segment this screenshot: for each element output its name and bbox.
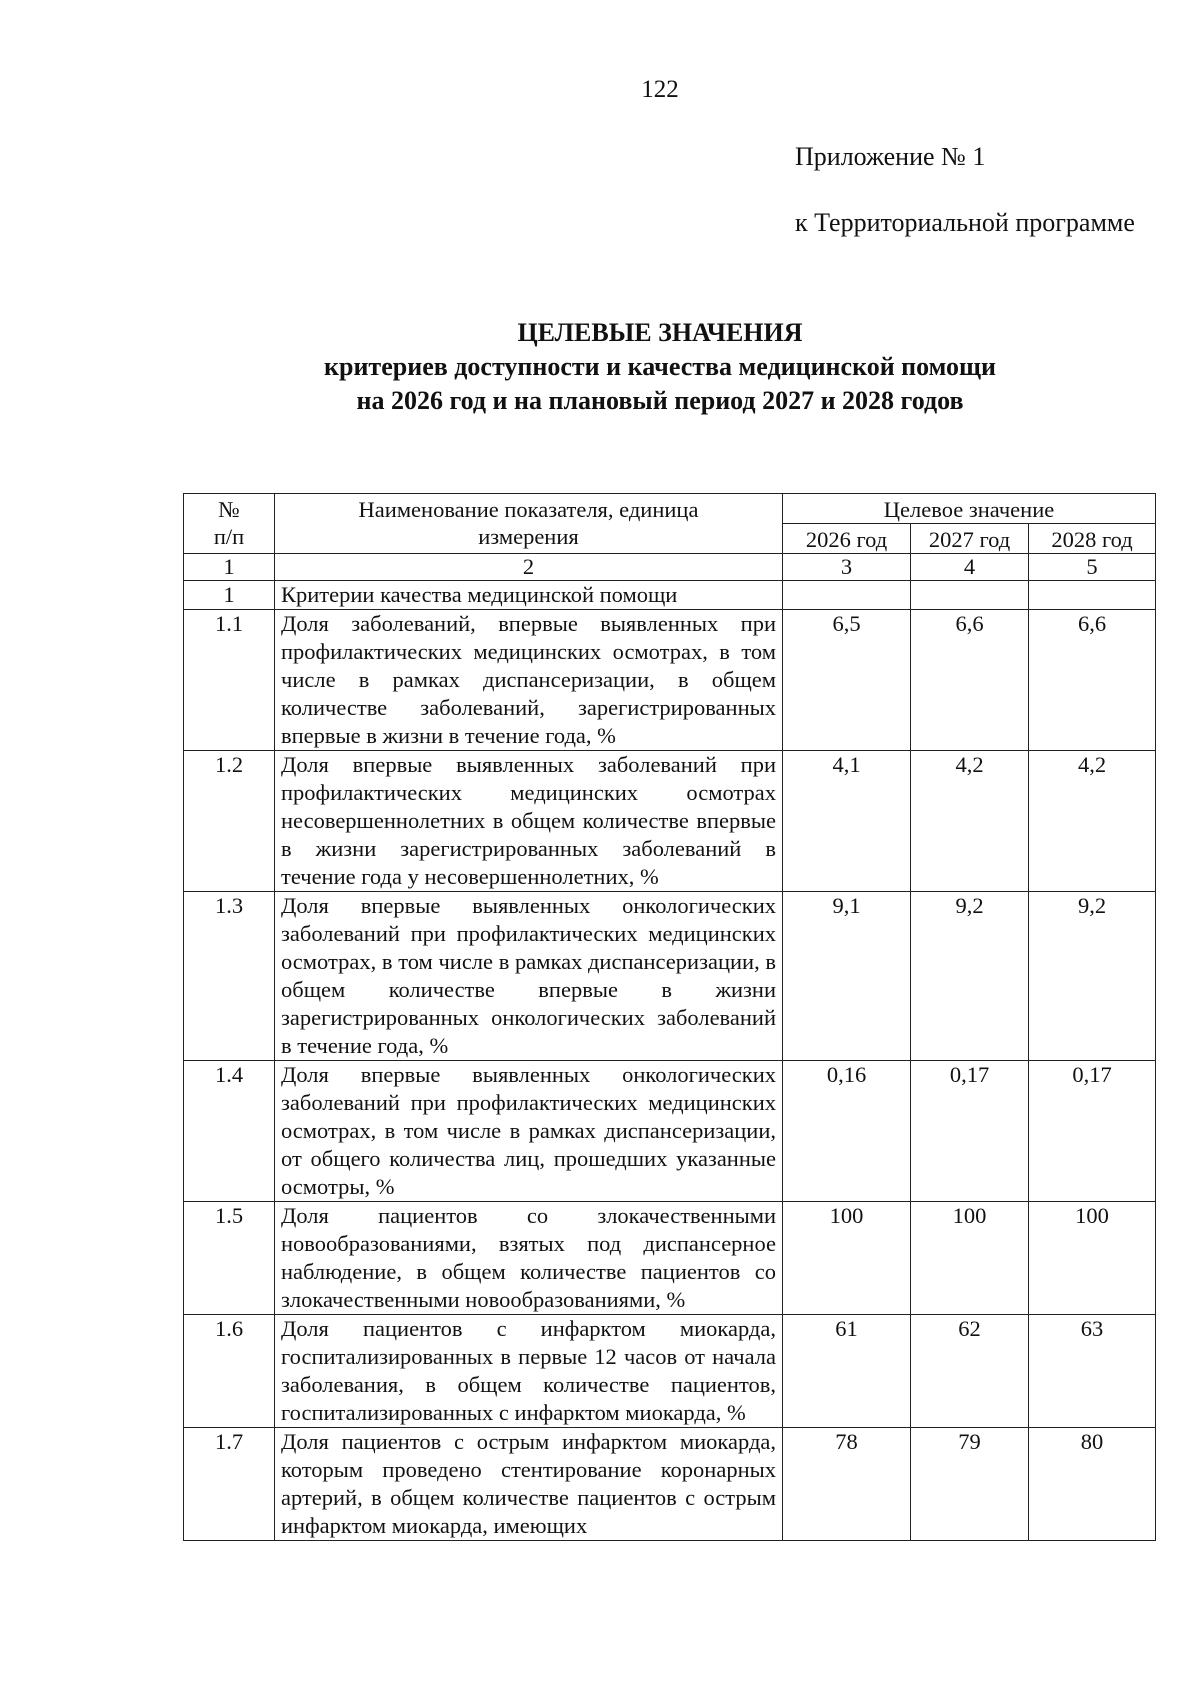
row-value-2026: 61 <box>783 1315 911 1428</box>
row-value-2026: 9,1 <box>783 892 911 1061</box>
row-value-2026: 100 <box>783 1202 911 1315</box>
row-value-2028: 6,6 <box>1029 610 1156 751</box>
table-row <box>184 1428 1156 1541</box>
table-row <box>184 1315 1156 1428</box>
header-name: Наименование показателя, единица измерения <box>275 494 783 554</box>
row-value-2027: 100 <box>911 1202 1029 1315</box>
appendix-reference: к Территориальной программе <box>795 208 1135 237</box>
row-value-2028: 4,2 <box>1029 751 1156 892</box>
row-value-2028: 63 <box>1029 1315 1156 1428</box>
row-value-2026: 78 <box>783 1428 911 1541</box>
row-value-2026: 0,16 <box>783 1061 911 1202</box>
column-index-row <box>184 554 1156 581</box>
row-value-2027: 79 <box>911 1428 1029 1541</box>
row-num: 1.4 <box>184 1061 275 1202</box>
row-indicator-name: Доля впервые выявленных заболеваний при профилактических медицинских осмотрах несовершеннолетних в общем количестве впервые в жизни зарегистрированных заболеваний в течение года у несовершеннолетних, % <box>275 751 783 892</box>
header-year-2027: 2027 год <box>911 524 1029 554</box>
column-index: 1 <box>184 554 275 581</box>
row-value-2027: 0,17 <box>911 1061 1029 1202</box>
table-row <box>184 751 1156 892</box>
row-num: 1.2 <box>184 751 275 892</box>
column-index: 5 <box>1029 554 1156 581</box>
header-year-2026: 2026 год <box>783 524 911 554</box>
document-title <box>0 316 1200 418</box>
row-value-2026: 4,1 <box>783 751 911 892</box>
page-number: 122 <box>641 76 679 103</box>
row-value-2028: 9,2 <box>1029 892 1156 1061</box>
row-num: 1.1 <box>184 610 275 751</box>
row-value-2027: 6,6 <box>911 610 1029 751</box>
section-num: 1 <box>184 581 275 610</box>
header-num: № п/п <box>184 494 275 554</box>
column-index: 2 <box>275 554 783 581</box>
row-indicator-name: Доля пациентов со злокачественными новообразованиями, взятых под диспансерное наблюдение, в общем количестве пациентов со злокачественными новообразованиями, % <box>275 1202 783 1315</box>
table-row <box>184 1202 1156 1315</box>
table-row <box>184 892 1156 1061</box>
row-indicator-name: Доля пациентов с острым инфарктом миокарда, которым проведено стентирование коронарных артерий, в общем количестве пациентов с острым инфарктом миокарда, имеющих <box>275 1428 783 1541</box>
row-value-2028: 80 <box>1029 1428 1156 1541</box>
row-value-2028: 0,17 <box>1029 1061 1156 1202</box>
row-indicator-name: Доля пациентов с инфарктом миокарда, госпитализированных в первые 12 часов от начала заболевания, в общем количестве пациентов, госпитализированных с инфарктом миокарда, % <box>275 1315 783 1428</box>
row-indicator-name: Доля впервые выявленных онкологических заболеваний при профилактических медицинских осмотрах, в том числе в рамках диспансеризации, в общем количестве впервые в жизни зарегистрированных онкологических заболеваний в течение года, % <box>275 892 783 1061</box>
row-value-2027: 4,2 <box>911 751 1029 892</box>
row-num: 1.5 <box>184 1202 275 1315</box>
row-num: 1.3 <box>184 892 275 1061</box>
title-line-2: критериев доступности и качества медицинской помощи <box>324 352 996 381</box>
column-index: 3 <box>783 554 911 581</box>
criteria-table <box>183 493 1156 1541</box>
row-value-2027: 9,2 <box>911 892 1029 1061</box>
row-value-2028: 100 <box>1029 1202 1156 1315</box>
title-line-1: ЦЕЛЕВЫЕ ЗНАЧЕНИЯ <box>517 318 803 347</box>
row-indicator-name: Доля впервые выявленных онкологических заболеваний при профилактических медицинских осмотрах, в том числе в рамках диспансеризации, от общего количества лиц, прошедших указанные осмотры, % <box>275 1061 783 1202</box>
title-line-3: на 2026 год и на плановый период 2027 и 2028 годов <box>356 386 964 415</box>
row-value-2027: 62 <box>911 1315 1029 1428</box>
header-year-2028: 2028 год <box>1029 524 1156 554</box>
header-target-value: Целевое значение <box>783 494 1156 524</box>
appendix-label: Приложение № 1 <box>795 142 986 171</box>
row-value-2026: 6,5 <box>783 610 911 751</box>
section-row <box>184 581 1156 610</box>
table-row <box>184 610 1156 751</box>
row-num: 1.7 <box>184 1428 275 1541</box>
row-indicator-name: Доля заболеваний, впервые выявленных при профилактических медицинских осмотрах, в том числе в рамках диспансеризации, в общем количестве заболеваний, зарегистрированных впервые в жизни в течение года, % <box>275 610 783 751</box>
table-row <box>184 1061 1156 1202</box>
row-num: 1.6 <box>184 1315 275 1428</box>
section-name: Критерии качества медицинской помощи <box>275 581 783 610</box>
column-index: 4 <box>911 554 1029 581</box>
